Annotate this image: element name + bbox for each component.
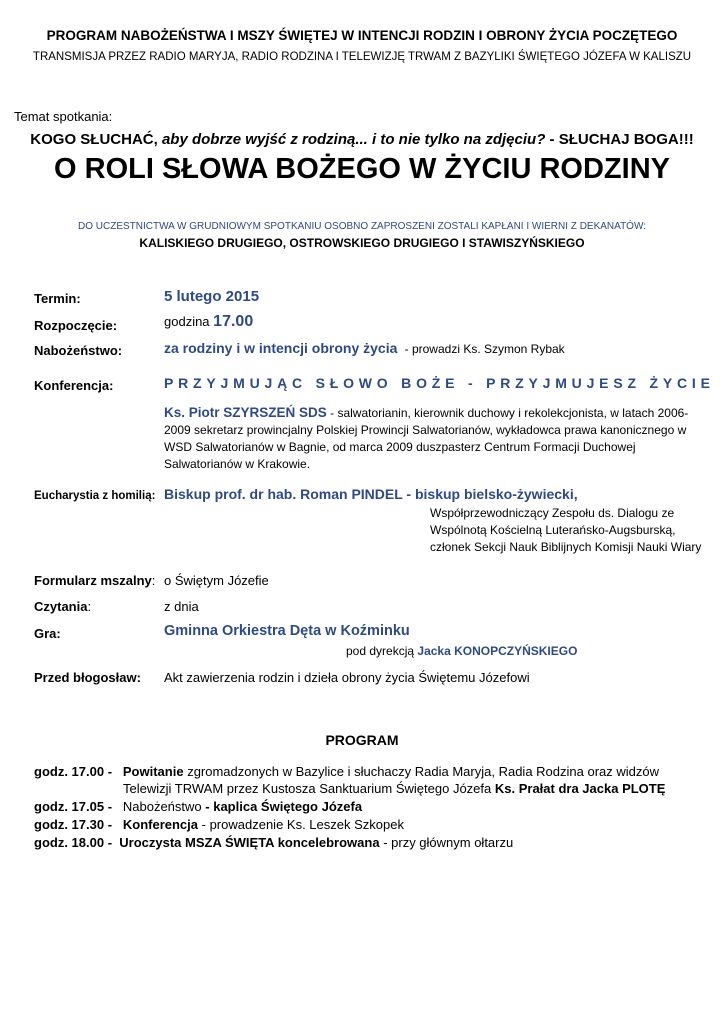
bless-label: Przed błogosław: <box>34 670 141 685</box>
play-sub-prefix: pod dyrekcją <box>346 644 415 658</box>
program-time: godz. 17.00 - <box>34 764 113 779</box>
program-item <box>34 799 362 814</box>
form-label: Formularz mszalny <box>34 573 152 588</box>
page-subtitle: TRANSMISJA PRZEZ RADIO MARYJA, RADIO RODZINA I TELEWIZJĘ TRWAM Z BAZYLIKI ŚWIĘTEGO JÓZEFA W KALISZU <box>32 51 692 63</box>
play-label: Gra: <box>34 626 61 641</box>
program-bold: Uroczysta MSZA ŚWIĘTA koncelebrowana <box>119 835 380 850</box>
start-time: 17.00 <box>213 313 254 330</box>
termin-value: 5 lutego 2015 <box>164 288 260 305</box>
termin-label: Termin: <box>34 291 81 306</box>
program-rest: zgromadzonych w Bazylice i słuchaczy Radia Maryja, Radia Rodzina oraz widzów <box>187 764 659 779</box>
start-prefix: godzina <box>164 314 210 329</box>
service-label: Nabożeństwo: <box>34 343 123 358</box>
speaker-name: Ks. Piotr SZYRSZEŃ SDS <box>164 405 327 420</box>
euch-bio1: Współprzewodniczący Zespołu ds. Dialogu ze <box>430 506 675 520</box>
program-time: godz. 17.05 - <box>34 799 113 814</box>
program-bold: Powitanie <box>122 764 184 779</box>
euch-name-text: Biskup prof. dr hab. Roman PINDEL - biskup bielsko-żywiecki <box>164 486 574 502</box>
topic-part3: - SŁUCHAJ BOGA!!! <box>549 131 694 148</box>
service-value <box>164 340 565 356</box>
service-leader: - prowadzi Ks. Szymon Rybak <box>404 342 565 356</box>
conf-title: PRZYJMUJĄC SŁOWO BOŻE - PRZYJMUJESZ ŻYCIE <box>164 375 715 391</box>
start-value <box>164 313 253 331</box>
form-colon: : <box>151 573 156 588</box>
invite-line1: DO UCZESTNICTWA W GRUDNIOWYM SPOTKANIU OSOBNO ZAPROSZENI ZOSTALI KAPŁANI I WIERNI Z DEKANATÓW: <box>77 221 646 232</box>
euch-label: Eucharystia z homilią: <box>34 490 156 502</box>
program-plain: Nabożeństwo <box>122 799 202 814</box>
program-item <box>34 835 513 850</box>
euch-bio2: Wspólnotą Kościelną Luterańsko-Augsburską, <box>430 523 676 537</box>
invite-line2: KALISKIEGO DRUGIEGO, OSTROWSKIEGO DRUGIEGO I STAWISZYŃSKIEGO <box>139 236 585 250</box>
form-label-wrap <box>34 573 155 588</box>
program-heading: PROGRAM <box>325 732 399 748</box>
topic-part1: KOGO SŁUCHAĆ, <box>30 131 158 148</box>
topic-label: Temat spotkania: <box>14 109 113 124</box>
euch-name <box>164 486 578 502</box>
topic-main: O ROLI SŁOWA BOŻEGO W ŻYCIU RODZINY <box>54 153 670 185</box>
speaker-bio: - salwatorianin, kierownik duchowy i rekolekcjonista, w latach 2006-2009 sekretarz prowincjalny Polskiej Prowincji Salwatorianów, wykładowca prawa kanonicznego w WSD Salwatorianów w Bagnie, od marca 2009 duszpasterz Centrum Formacji Duchowej Salwatorianów w Krakowie. <box>164 406 689 471</box>
program-rest: - przy głównym ołtarzu <box>383 835 514 850</box>
program-time: godz. 17.30 - <box>34 817 113 832</box>
speaker-block <box>164 404 704 473</box>
euch-comma: , <box>573 486 578 502</box>
euch-bio3: członek Sekcji Nauk Biblijnych Komisji Nauki Wiary <box>430 540 702 554</box>
program-bold: Konferencja <box>122 817 199 832</box>
topic-line <box>0 131 724 148</box>
program-item <box>34 764 659 779</box>
start-label: Rozpoczęcie: <box>34 318 118 333</box>
bless-value: Akt zawierzenia rodzin i dzieła obrony życia Świętemu Józefowi <box>164 670 530 685</box>
program-bold: - kaplica Świętego Józefa <box>205 799 363 814</box>
program-item-cont <box>123 781 665 796</box>
topic-part2: aby dobrze wyjść z rodziną... i to nie tylko na zdjęciu? <box>161 131 546 148</box>
program-line2-bold: Ks. Prałat dra Jacka PLOTĘ <box>494 781 666 796</box>
page-title: PROGRAM NABOŻEŃSTWA I MSZY ŚWIĘTEJ W INTENCJI RODZIN I OBRONY ŻYCIA POCZĘTEGO <box>46 28 678 43</box>
program-time: godz. 18.00 - <box>34 835 113 850</box>
read-label-wrap <box>34 599 91 614</box>
service-intention: za rodziny i w intencji obrony życia <box>164 340 398 356</box>
read-colon: : <box>87 599 92 614</box>
play-value: Gminna Orkiestra Dęta w Koźminku <box>164 623 410 639</box>
program-item <box>34 817 404 832</box>
read-value: z dnia <box>164 599 199 614</box>
program-line2: Telewizji TRWAM przez Kustosza Sanktuarium Świętego Józefa <box>123 781 492 796</box>
play-sub-name: Jacka KONOPCZYŃSKIEGO <box>417 644 578 658</box>
play-sub <box>346 644 577 658</box>
program-rest: - prowadzenie Ks. Leszek Szkopek <box>201 817 404 832</box>
conf-label: Konferencja: <box>34 378 114 393</box>
form-value: o Świętym Józefie <box>164 573 269 588</box>
read-label: Czytania <box>34 599 88 614</box>
